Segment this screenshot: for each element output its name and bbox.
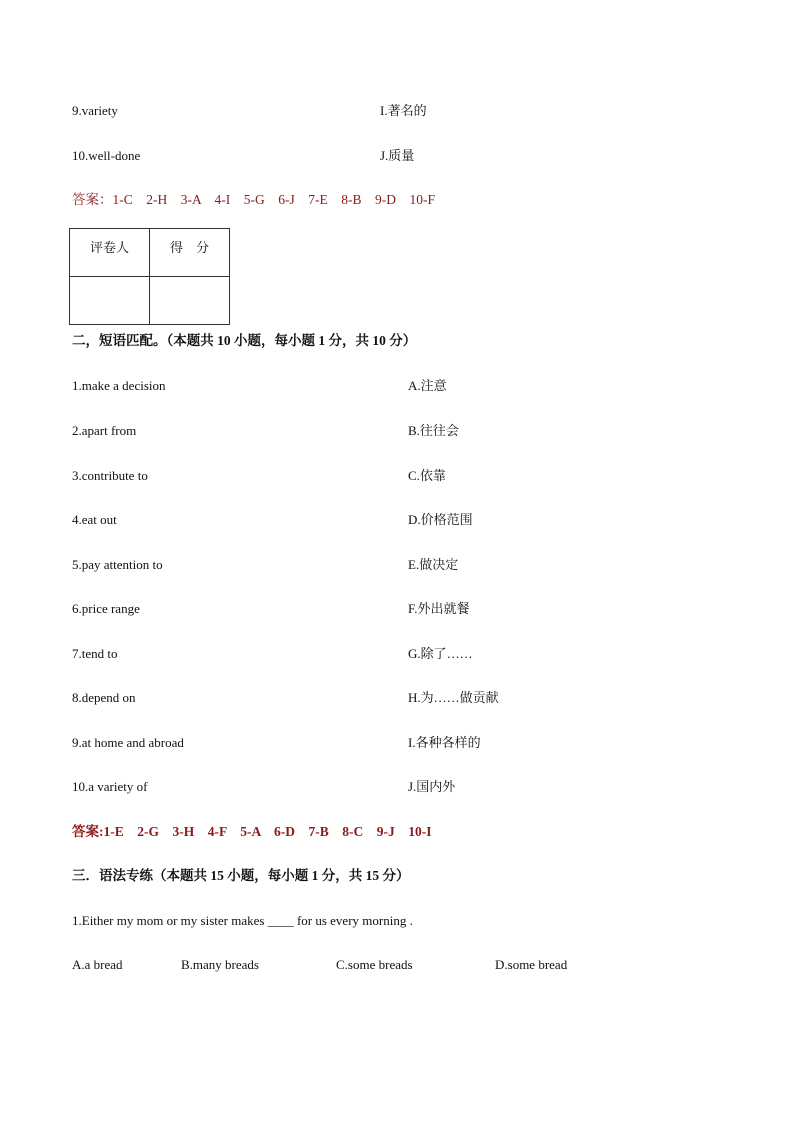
score-table (69, 228, 230, 325)
phrase-left-1: 1.make a decision (72, 378, 166, 393)
question-1-option-c: C.some breads (336, 957, 413, 972)
answer-key-section2: 答案:1-E 2-G 3-H 4-F 5-A 6-D 7-B 8-C 9-J 10-I (72, 824, 432, 839)
section3-title: 三．语法专练（本题共 15 小题，每小题 1 分，共 15 分） (72, 868, 410, 883)
grader-header: 评卷人 (70, 229, 150, 277)
phrase-left-6: 6.price range (72, 601, 140, 616)
phrase-right-j: J.国内外 (408, 779, 456, 794)
phrase-left-3: 3.contribute to (72, 468, 148, 483)
score-cell (150, 277, 230, 325)
answer-key-part1: 答案：1-C 2-H 3-A 4-I 5-G 6-J 7-E 8-B 9-D 10-F (72, 192, 435, 207)
question-1-option-d: D.some bread (495, 957, 568, 972)
match-right-9: I.著名的 (380, 103, 427, 118)
phrase-left-2: 2.apart from (72, 423, 137, 438)
phrase-left-8: 8.depend on (72, 690, 136, 705)
section2-title: 二，短语匹配。（本题共 10 小题，每小题 1 分，共 10 分） (72, 333, 417, 348)
phrase-right-i: I.各种各样的 (408, 735, 481, 750)
phrase-right-c: C.依靠 (408, 468, 446, 483)
score-header: 得 分 (150, 229, 230, 277)
phrase-right-d: D.价格范围 (408, 512, 473, 527)
phrase-right-e: E.做决定 (408, 557, 459, 572)
phrase-left-4: 4.eat out (72, 512, 117, 527)
question-1-stem: 1.Either my mom or my sister makes ____ for us every morning . (72, 913, 413, 928)
phrase-left-5: 5.pay attention to (72, 557, 163, 572)
phrase-right-g: G.除了…… (408, 646, 473, 661)
phrase-right-b: B.往往会 (408, 423, 459, 438)
phrase-left-7: 7.tend to (72, 646, 118, 661)
question-1-option-a: A.a bread (72, 957, 123, 972)
phrase-right-f: F.外出就餐 (408, 601, 470, 616)
match-right-10: J.质量 (380, 148, 415, 163)
phrase-right-a: A.注意 (408, 378, 447, 393)
phrase-left-10: 10.a variety of (72, 779, 148, 794)
match-left-10: 10.well-done (72, 148, 141, 163)
match-left-9: 9.variety (72, 103, 118, 118)
question-1-option-b: B.many breads (181, 957, 259, 972)
phrase-left-9: 9.at home and abroad (72, 735, 184, 750)
grader-cell (70, 277, 150, 325)
phrase-right-h: H.为……做贡献 (408, 690, 499, 705)
